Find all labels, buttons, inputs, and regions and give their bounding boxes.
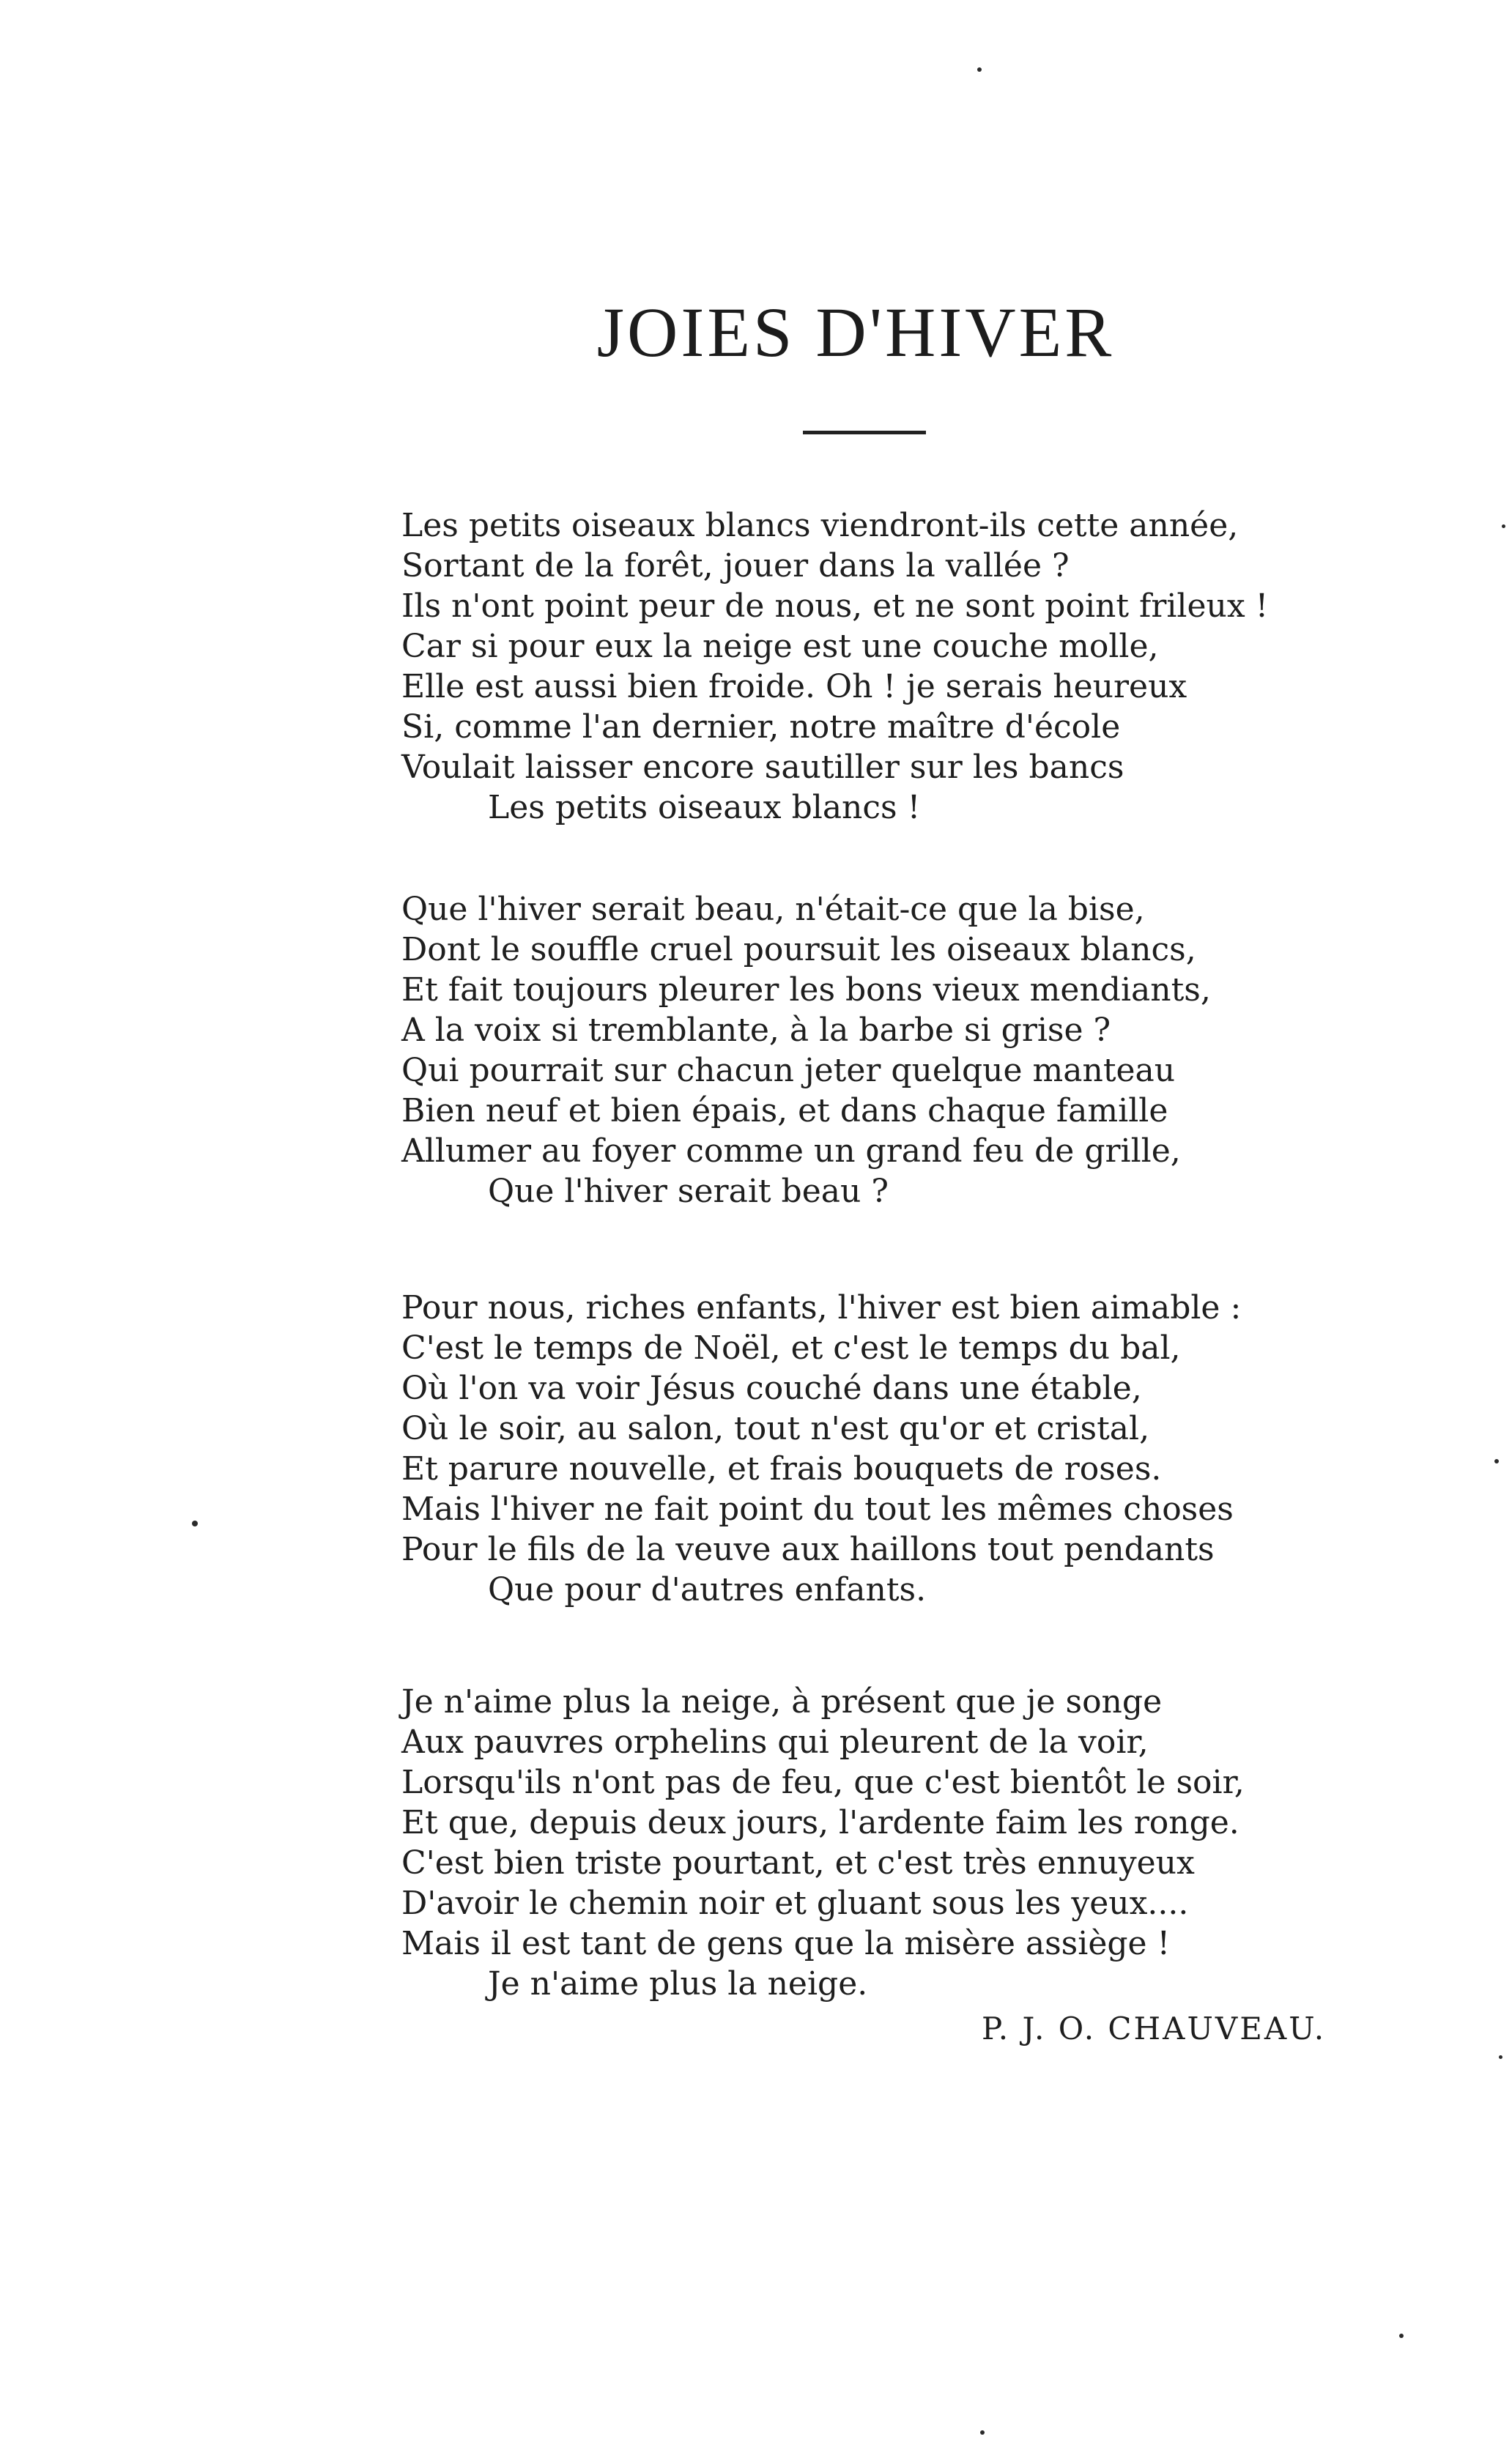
verse-line: Et que, depuis deux jours, l'ardente faim les ronge. bbox=[401, 1804, 1239, 1841]
stanza-4 bbox=[401, 1682, 1442, 2004]
verse-line: Et fait toujours pleurer les bons vieux mendiants, bbox=[401, 971, 1211, 1009]
scan-speck bbox=[977, 67, 982, 72]
verse-line: Dont le souffle cruel poursuit les oiseaux blancs, bbox=[401, 931, 1196, 968]
verse-line: C'est le temps de Noël, et c'est le temps du bal, bbox=[401, 1329, 1181, 1367]
verse-line: Et parure nouvelle, et frais bouquets de roses. bbox=[401, 1450, 1162, 1488]
refrain-line: Je n'aime plus la neige. bbox=[488, 1965, 868, 2003]
scan-speck bbox=[192, 1521, 198, 1526]
verse-line: Allumer au foyer comme un grand feu de grille, bbox=[401, 1132, 1181, 1170]
verse-line: Mais l'hiver ne fait point du tout les mêmes choses bbox=[401, 1491, 1234, 1528]
verse-line: Sortant de la forêt, jouer dans la vallée ? bbox=[401, 547, 1070, 585]
verse-line: Où le soir, au salon, tout n'est qu'or et cristal, bbox=[401, 1410, 1150, 1447]
scan-speck bbox=[1399, 2334, 1404, 2338]
verse-line: Elle est aussi bien froide. Oh ! je serais heureux bbox=[401, 668, 1187, 705]
verse-line: Qui pourrait sur chacun jeter quelque manteau bbox=[401, 1052, 1176, 1089]
verse-line: Ils n'ont point peur de nous, et ne sont point frileux ! bbox=[401, 587, 1269, 625]
verse-line: Où l'on va voir Jésus couché dans une étable, bbox=[401, 1370, 1142, 1407]
verse-line: Lorsqu'ils n'ont pas de feu, que c'est bientôt le soir, bbox=[401, 1764, 1245, 1801]
verse-line: Je n'aime plus la neige, à présent que je songe bbox=[401, 1683, 1163, 1721]
verse-line: Pour le fils de la veuve aux haillons tout pendants bbox=[401, 1531, 1215, 1568]
verse-line: Si, comme l'an dernier, notre maître d'école bbox=[401, 708, 1121, 746]
author-signature: P. J. O. CHAUVEAU. bbox=[982, 2011, 1327, 2046]
verse-line: Pour nous, riches enfants, l'hiver est bien aimable : bbox=[401, 1289, 1242, 1326]
refrain-line: Que l'hiver serait beau ? bbox=[488, 1173, 889, 1210]
scan-speck bbox=[1499, 2055, 1502, 2059]
stanza-3 bbox=[401, 1288, 1442, 1610]
stanza-2 bbox=[401, 889, 1442, 1211]
verse-line: Bien neuf et bien épais, et dans chaque famille bbox=[401, 1092, 1168, 1129]
verse-line: Voulait laisser encore sautiller sur les bancs bbox=[401, 749, 1124, 786]
verse-line: Les petits oiseaux blancs viendront-ils cette année, bbox=[401, 507, 1239, 544]
verse-line: C'est bien triste pourtant, et c'est très ennuyeux bbox=[401, 1844, 1195, 1882]
verse-line: A la voix si tremblante, à la barbe si grise ? bbox=[401, 1012, 1111, 1049]
scan-speck bbox=[1494, 1459, 1499, 1463]
refrain-line: Que pour d'autres enfants. bbox=[488, 1571, 927, 1608]
poem-title: JOIES D'HIVER bbox=[596, 293, 1115, 371]
verse-line: Mais il est tant de gens que la misère assiège ! bbox=[401, 1925, 1171, 1962]
scan-speck bbox=[1502, 524, 1505, 528]
title-divider bbox=[803, 431, 926, 434]
verse-line: D'avoir le chemin noir et gluant sous les yeux.... bbox=[401, 1885, 1189, 1922]
scan-speck bbox=[980, 2430, 985, 2435]
verse-line: Que l'hiver serait beau, n'était-ce que la bise, bbox=[401, 891, 1145, 928]
refrain-line: Les petits oiseaux blancs ! bbox=[488, 789, 921, 826]
verse-line: Aux pauvres orphelins qui pleurent de la voir, bbox=[401, 1723, 1149, 1761]
verse-line: Car si pour eux la neige est une couche molle, bbox=[401, 628, 1159, 665]
stanza-1 bbox=[401, 505, 1442, 828]
